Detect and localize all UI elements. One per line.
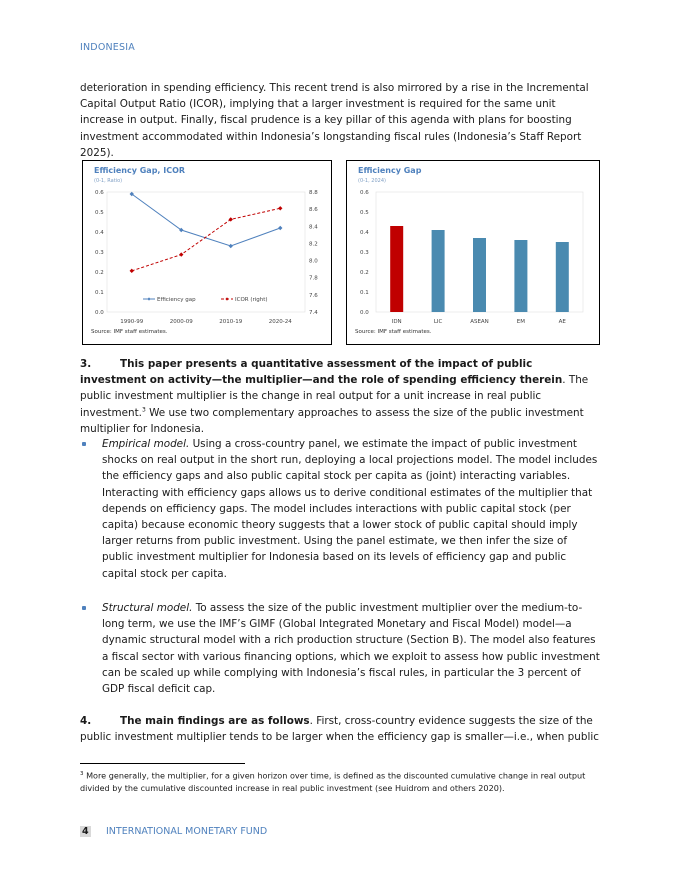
y-tick-label: 0.5	[360, 210, 369, 216]
x-tick-label: IDN	[391, 319, 402, 325]
footnote	[80, 768, 605, 795]
legend-label: ICOR (right)	[235, 297, 268, 303]
legend-label: Efficiency gap	[157, 297, 196, 303]
x-tick-label: AE	[558, 319, 566, 325]
y-tick-label-right: 8.0	[309, 258, 318, 265]
y-tick-label-left: 0.6	[95, 190, 104, 196]
footnote-text: More generally, the multiplier, for a given horizon over time, is defined as the discounted cumulative change in real output divided by the cumulative discounted increase in real public investment (see Huidrom and others 2020).	[80, 770, 586, 794]
page-number: 4	[82, 826, 89, 837]
footer-organization: INTERNATIONAL MONETARY FUND	[106, 826, 268, 837]
bullet-icon	[82, 606, 86, 610]
y-tick-label-left: 0.3	[95, 250, 104, 256]
x-tick-label: 2000-09	[169, 319, 193, 325]
bar-asean	[473, 238, 486, 312]
y-tick-label-right: 7.6	[309, 292, 318, 299]
paragraph-lead: This paper presents a quantitative assessment of the impact of public investment on activity—the multiplier—and the role of spending efficiency therein	[80, 358, 563, 387]
y-tick-label-right: 8.2	[309, 241, 318, 248]
icor-point	[130, 269, 134, 273]
icor-point	[278, 206, 282, 210]
y-tick-label-right: 8.6	[309, 207, 318, 214]
x-tick-label: ASEAN	[470, 319, 489, 325]
y-tick-label-left: 0.5	[95, 210, 104, 216]
x-tick-label: LIC	[433, 319, 443, 325]
x-tick-label: 1990-99	[120, 319, 144, 325]
footnote-divider	[80, 763, 245, 764]
bullet-lead: Structural model.	[102, 602, 193, 614]
footnote-ref[interactable]: 3	[141, 406, 146, 414]
y-tick-label-right: 8.4	[309, 224, 318, 231]
y-tick-label-left: 0.4	[95, 230, 104, 236]
bar-em	[514, 240, 527, 312]
x-tick-label: 2020-24	[268, 319, 292, 325]
x-tick-label: EM	[516, 319, 526, 325]
paragraph-4	[80, 713, 600, 745]
y-tick-label-left: 0.0	[95, 310, 104, 316]
icor-point	[179, 252, 183, 256]
running-head: INDONESIA	[80, 42, 135, 53]
paragraph-number: 4.	[80, 715, 92, 727]
bar-ae	[556, 242, 569, 312]
bullet-structural-model	[80, 600, 600, 697]
y-tick-label-left: 0.2	[95, 270, 104, 276]
bullet-lead: Empirical model.	[102, 438, 190, 450]
footnote-marker: 3	[80, 771, 84, 777]
bar-chart	[347, 161, 599, 344]
paragraph-number: 3.	[80, 358, 92, 370]
line-chart	[83, 161, 331, 344]
figure-efficiency-gap-icor	[82, 160, 332, 345]
y-tick-label-right: 7.8	[309, 275, 318, 282]
bullet-icon	[82, 442, 86, 446]
figure-source: Source: IMF staff estimates.	[91, 329, 168, 335]
y-tick-label: 0.6	[360, 190, 369, 196]
paragraph-text: . First, cross-country evidence suggests the size of the public investment multiplier tends to be larger when the efficiency gap is smaller—i.e., when public	[80, 715, 599, 744]
y-tick-label-right: 7.4	[309, 310, 318, 316]
figure-efficiency-gap-2024	[346, 160, 600, 345]
x-tick-label: 2010-19	[219, 319, 243, 325]
y-tick-label: 0.4	[360, 230, 369, 236]
legend-marker-efficiency-gap	[147, 297, 150, 300]
efficiency-gap-line	[132, 194, 281, 246]
y-tick-label-right: 8.8	[309, 190, 318, 196]
paragraph-3	[80, 356, 600, 437]
paragraph-lead: The main findings are as follows	[120, 715, 310, 727]
efficiency-gap-point	[229, 244, 233, 248]
legend-marker-icor	[225, 297, 228, 300]
y-tick-label: 0.2	[360, 270, 369, 276]
paragraph-1: deterioration in spending efficiency. This recent trend is also mirrored by a rise in the Incremental Capital Output Ratio (ICOR), implying that a larger investment is required for the same unit increase in output. Finally, fiscal prudence is a key pillar of this agenda with plans for boosting investment accommodated within Indonesia’s longstanding fiscal rules (Indonesia’s Staff Report 2025).	[80, 82, 589, 159]
figure-source: Source: IMF staff estimates.	[355, 329, 432, 335]
icor-line	[132, 208, 281, 271]
plot-area	[107, 192, 305, 312]
efficiency-gap-point	[278, 226, 282, 230]
figure-subtitle: (0-1, 2024)	[358, 178, 386, 184]
figure-subtitle: (0-1, Ratio)	[94, 178, 123, 184]
paragraph-text: . The public investment multiplier is the change in real output for a unit increase in real public investment.	[80, 374, 589, 419]
paragraph-text: We use two complementary approaches to assess the size of the public investment multiplier for Indonesia.	[80, 406, 584, 435]
figure-title: Efficiency Gap, ICOR	[94, 166, 186, 175]
bar-idn	[390, 226, 403, 312]
y-tick-label-left: 0.1	[95, 290, 104, 296]
bullet-text: Using a cross-country panel, we estimate the impact of public investment shocks on real output in the short run, deploying a local projections model. The model includes the efficiency gaps and also public capital stock per capita as (joint) interacting variables. Interacting with efficiency gaps allows us to derive conditional estimates of the multiplier that depends on efficiency gaps. The model includes interactions with public capital stock (per capita) because economic theory suggests that a lower stock of public capital should imply larger returns from public investment. Using the panel estimate, we then infer the size of public investment multiplier for Indonesia based on its levels of efficiency gap and public capital stock per capita.	[102, 438, 598, 580]
y-tick-label: 0.3	[360, 250, 369, 256]
y-tick-label: 0.0	[360, 310, 369, 316]
figure-title: Efficiency Gap	[358, 166, 422, 175]
y-tick-label: 0.1	[360, 290, 369, 296]
bullet-empirical-model	[80, 436, 600, 582]
bullet-text: To assess the size of the public investment multiplier over the medium-to-long term, we use the IMF’s GIMF (Global Integrated Monetary and Fiscal Model) model—a dynamic structural model with a rich production structure (Section B). The model also features a fiscal sector with various financing options, which we exploit to assess how public investment can be scaled up while complying with Indonesia’s fiscal rules, in particular the 3 percent of GDP fiscal deficit cap.	[102, 602, 600, 696]
bar-lic	[432, 230, 445, 312]
